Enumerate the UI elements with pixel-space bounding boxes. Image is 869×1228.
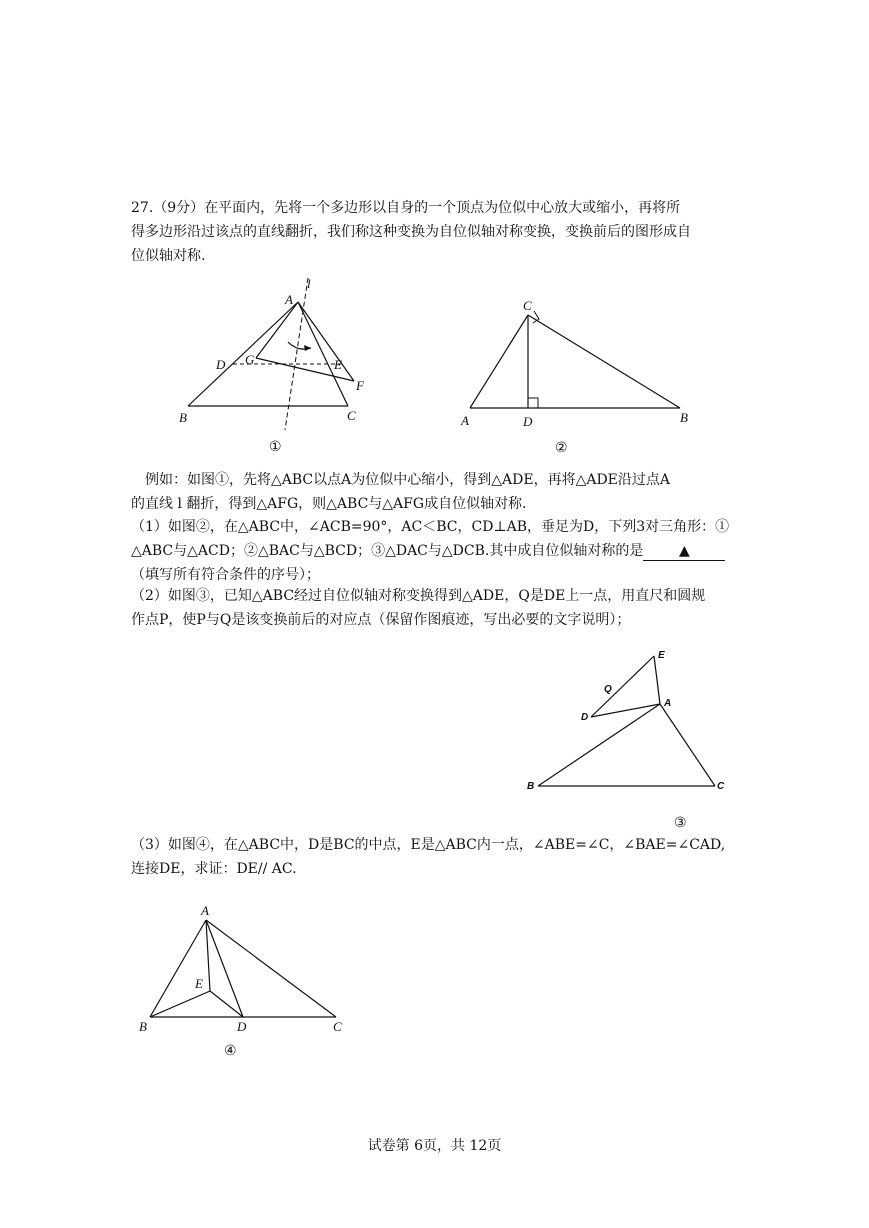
fig4-line-BE bbox=[150, 991, 210, 1017]
fig4-label-A: A bbox=[201, 903, 209, 918]
fig4-label-E: E bbox=[195, 976, 203, 991]
problem-intro-line-2: 得多边形沿过该点的直线翻折，我们称这种变换为自位似轴对称变换，变换前后的图形成自 bbox=[131, 224, 691, 240]
fig1-label-l: l bbox=[307, 276, 311, 291]
fig3-label-E: E bbox=[658, 650, 665, 661]
fig3-label-B: B bbox=[527, 781, 535, 792]
part1-line-3: （填写所有符合条件的序号）； bbox=[131, 567, 320, 583]
fig3-line-DE bbox=[591, 656, 654, 717]
fig1-label-G: G bbox=[245, 352, 255, 367]
fig3-label-D: D bbox=[581, 712, 589, 723]
problem-intro-line-1: 27.（9分）在平面内，先将一个多边形以自身的一个顶点为位似中心放大或缩小，再将所 bbox=[131, 200, 681, 216]
fig3-label-A: A bbox=[664, 698, 672, 709]
fig4-label-C: C bbox=[333, 1019, 342, 1034]
fig1-label-E: E bbox=[334, 357, 342, 372]
fig2-right-angle-D bbox=[528, 398, 538, 408]
page-footer: 试卷第 6页，共 12页 bbox=[367, 1138, 502, 1154]
fig1-label-C: C bbox=[347, 408, 356, 423]
answer-blank[interactable]: ▲ bbox=[643, 542, 725, 561]
figure-1 bbox=[170, 270, 390, 460]
part1-line-2 bbox=[131, 542, 751, 561]
figure-3 bbox=[515, 640, 745, 835]
fig3-line-EA bbox=[654, 656, 660, 704]
fig2-label-D: D bbox=[523, 414, 533, 429]
part3-line-2: 连接DE，求证：DE// AC. bbox=[131, 861, 297, 877]
fig1-line-AF bbox=[298, 302, 354, 381]
fig4-line-AE bbox=[206, 920, 210, 991]
fig2-label-B: B bbox=[680, 410, 688, 425]
fig4-line-AB bbox=[150, 920, 206, 1017]
fig1-line-AC bbox=[298, 302, 348, 406]
fig1-label-A: A bbox=[285, 292, 293, 307]
fig1-arrow-head bbox=[304, 345, 311, 351]
example-line-2: 的直线 l 翻折，得到△AFG，则△ABC与△AFG成自位似轴对称. bbox=[131, 496, 527, 512]
fig3-line-BA bbox=[538, 704, 660, 786]
fig2-line-CB bbox=[528, 315, 680, 408]
fig2-label-A: A bbox=[461, 413, 469, 428]
fig2-label-C: C bbox=[523, 298, 532, 313]
example-line-1: 例如：如图①，先将△ABC以点A为位似中心缩小，得到△ADE，再将△ADE沿过点A bbox=[131, 472, 670, 488]
figure-2 bbox=[450, 290, 710, 460]
fig3-line-AC bbox=[660, 704, 715, 786]
fig3-number: ③ bbox=[674, 816, 687, 831]
fig1-label-B: B bbox=[179, 410, 187, 425]
fig1-label-D: D bbox=[216, 357, 226, 372]
problem-intro-line-3: 位似轴对称. bbox=[131, 248, 206, 264]
part1-line-2-text: △ABC与△ACD；②△BAC与△BCD；③△DAC与△DCB.其中成自位似轴对称的是 bbox=[131, 543, 644, 559]
fig3-label-C: C bbox=[717, 781, 725, 792]
fig4-label-B: B bbox=[139, 1019, 147, 1034]
fig1-line-AG bbox=[256, 302, 298, 358]
fig2-line-AC bbox=[470, 315, 528, 408]
part2-line-1: （2）如图③，已知△ABC经过自位似轴对称变换得到△ADE，Q是DE上一点，用直尺和圆规 bbox=[131, 588, 706, 604]
part2-line-2: 作点P，使P与Q是该变换前后的对应点（保留作图痕迹，写出必要的文字说明）； bbox=[131, 612, 631, 628]
fig4-label-D: D bbox=[237, 1019, 247, 1034]
fig2-number: ② bbox=[555, 441, 568, 456]
fig1-label-F: F bbox=[356, 378, 364, 393]
fig1-line-AB bbox=[188, 302, 298, 406]
figure-4 bbox=[130, 900, 360, 1065]
fig1-number: ① bbox=[269, 440, 282, 455]
fig3-label-Q: Q bbox=[604, 684, 612, 695]
fig4-number: ④ bbox=[224, 1044, 237, 1059]
part1-line-1: （1）如图②，在△ABC中，∠ACB=90°，AC＜BC，CD⊥AB，垂足为D，下列3对三角形：① bbox=[131, 519, 730, 535]
part3-line-1: （3）如图④，在△ABC中，D是BC的中点，E是△ABC内一点，∠ABE=∠C，∠BAE=∠CAD, bbox=[131, 837, 726, 853]
